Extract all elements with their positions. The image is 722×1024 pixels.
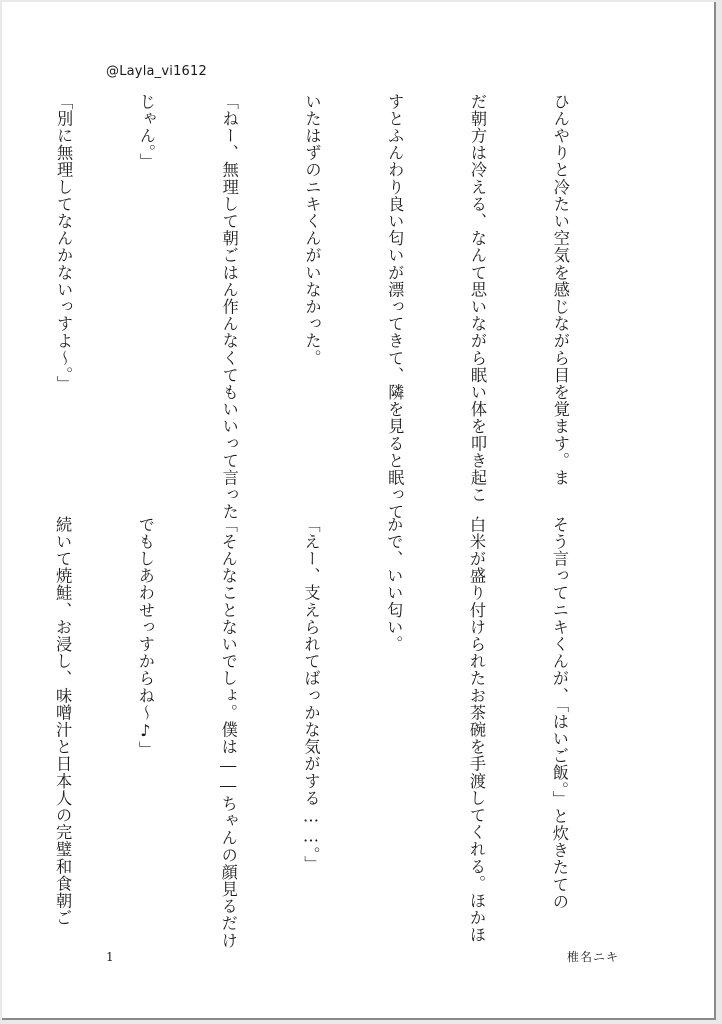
author-handle: @Layla_vi1612 — [106, 64, 207, 79]
text-line: 「えー、支えられてばっかな気がする……。」 — [301, 516, 321, 873]
text-line: かで、いい匂い。 — [384, 516, 404, 653]
text-line: 「そんなことないでしょ。僕は――ちゃんの顔見るだけ — [218, 516, 238, 950]
text-line: ひんやりと冷たい空気を感じながら目を覚ます。ま — [550, 93, 570, 487]
text-line: そう言ってニキくんが、「はいご飯。」と炊きたての — [549, 516, 569, 911]
manuscript-page — [2, 2, 716, 1020]
text-line: じゃん。」 — [136, 93, 156, 171]
text-line: 続いて焼鮭、お浸し、味噌汁と日本人の完璧和食朝ご — [53, 516, 73, 927]
text-line: でもしあわせっすからね〜♪」 — [135, 516, 155, 759]
page-number: 1 — [106, 950, 114, 964]
text-line: 白米が盛り付けられたお茶碗を手渡してくれる。ほかほ — [467, 516, 487, 944]
text-line: 「ねー、無理して朝ごはん作んなくてもいいって言った — [219, 93, 239, 521]
text-block-top — [54, 93, 629, 521]
text-block-bottom — [53, 516, 628, 950]
text-line: いたはずのニキくんがいなかった。 — [302, 93, 322, 367]
text-line: 「別に無理してなんかないっすよ〜。」 — [54, 93, 74, 393]
text-line: すとふんわり良い匂いが漂ってきて、隣を見ると眠って — [385, 93, 405, 521]
text-line: だ朝方は冷える、なんて思いながら眠い体を叩き起こ — [468, 93, 488, 504]
character-name: 椎名ニキ — [567, 950, 620, 964]
